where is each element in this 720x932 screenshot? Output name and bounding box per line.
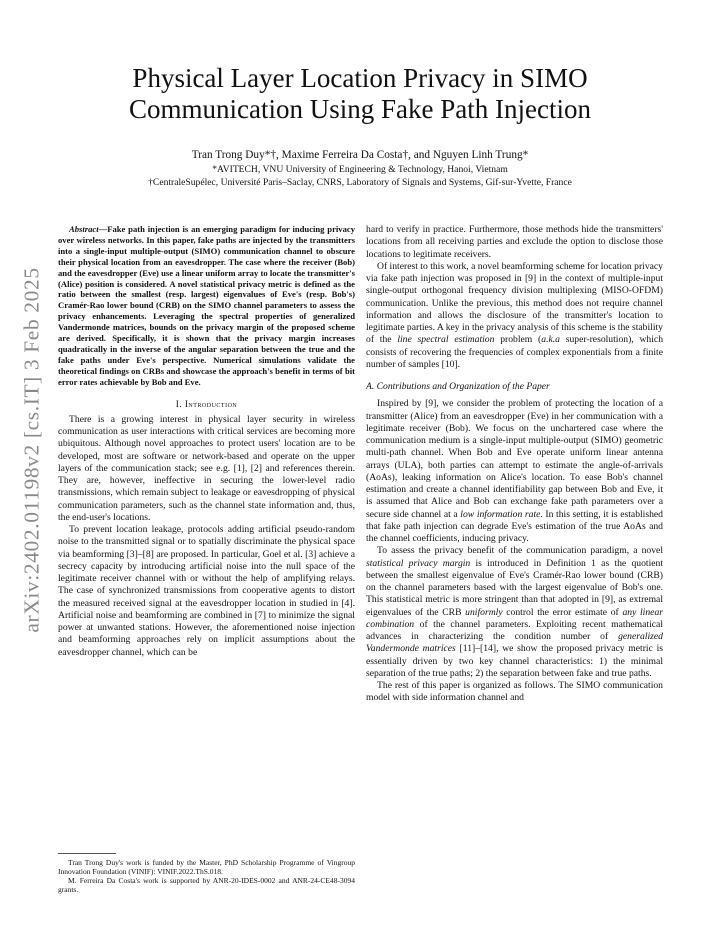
right-paragraph-2: Of interest to this work, a novel beamforming scheme for location privacy via fake path injection was proposed in [9] in the context of multiple-input single-output orthogonal frequency division multiplexing (MISO-OFDM) communication. Unlike the previous, this method does not require channel information and allows the disclosure of the transmitter's location to legitimate parties. A key in the privacy analysis of this scheme is the stability of the line spectral estimation problem (a.k.a super-resolution), which consists of recovering the frequencies of complex exponentials from a finite number of samples [10]. (366, 260, 664, 370)
right-paragraph-3: Inspired by [9], we consider the problem of protecting the location of a transmitter (Alice) from an eavesdropper (Eve) in her communication with a legitimate receiver (Bob). We focus on the unchartered case where the communication medium is a single-input multiple-output (SIMO) geometric multi-path channel. When Bob and Eve operate uniform linear antenna arrays (ULA), both parties can attempt to estimate the angle-of-arrivals (AoAs), leaking information on Alice's location. To ease Bob's channel estimation and create a channel identifiability gap between Bob and Eve, it is assumed that Alice and Bob can exchange fake path parameters over a secure side channel at a low information rate. In this setting, it is established that fake path injection can degrade Eve's estimation of the true AoAs and the channel coefficients, inducing privacy. (366, 398, 663, 544)
intro-paragraph-2: To prevent location leakage, protocols adding artificial pseudo-random noise to the transmitted signal or to spatially discriminate the physical space via beamforming [3]–[8] are proposed. In particular, Goel et al. [3] achieve a secrecy capacity by introducing artificial noise into the null space of the legitimate receiver channel with or without the help of amplifying relays. The case of synchronized transmissions from cooperative agents to distort the measured received signal at the eavesdropper location in studied in [4]. Artificial noise and beamforming are combined in [7] to minimize the signal power at unwanted stations. However, the aforementioned noise injection and beamforming approaches rely on implicit assumptions about the eavesdropper channel, which can be (58, 524, 355, 658)
intro-paragraph-1: There is a growing interest in physical layer security in wireless communication as user interactions with critical services are becoming more ubiquitous. Although novel approaches to protect users' location are to be developed, most are software or network-based and operate on the upper layers of the communication stack; see e.g. [1], [2] and references therein. They are, however, ineffective in securing the lower-level radio transmissions, which remain subject to leakage or eavesdropping of physical communication parameters, such as the channel state information and, thus, the end-user's locations. (58, 413, 355, 523)
paper-title (60, 63, 660, 125)
abstract-label: Abstract (69, 224, 99, 234)
emphasis-uniformly: uniformly (465, 606, 503, 618)
right-paragraph-5: The rest of this paper is organized as follows. The SIMO communication model with side information channel and (366, 680, 663, 704)
emphasis-privacy-margin: statistical privacy margin (366, 557, 471, 569)
author-list: Tran Trong Duy*†, Maxime Ferreira Da Costa†, and Nguyen Linh Trung* (191, 149, 529, 161)
emphasis-low-info-rate: low information rate (460, 508, 541, 520)
abstract-text: —Fake path injection is an emerging paradigm for inducing privacy over wireless networks. In this paper, fake paths are injected by the transmitters into a single-input multiple-output (SIMO) communication channel to obscure their physical location from an eavesdropper. The case where the receiver (Bob) and the eavesdropper (Eve) use a linear uniform array to locate the transmitter's (Alice) position is considered. A novel statistical privacy metric is defined as the ratio between the smallest (resp. largest) eigenvalues of Eve's (resp. Bob's) Cramér-Rao lower bound (CRB) on the SIMO channel parameters to assess the privacy enhancements. Leveraging the spectral properties of generalized Vandermonde matrices, bounds on the privacy margin of the proposed scheme are derived. Specifically, it is shown that the privacy margin increases quadratically in the inverse of the angular separation between the true and the fake paths under Eve's perspective. Numerical simulations validate the theoretical findings on CRBs and showcase the approach's benefit in terms of bit error rates achievable by Bob and Eve. (58, 224, 355, 387)
arxiv-identifier: arXiv:2402.01198v2 [cs.IT] 3 Feb 2025 (19, 267, 44, 633)
affiliation-avitech: *AVITECH, VNU University of Engineering & Technology, Hanoi, Vietnam (212, 164, 508, 175)
footnote-funding-1: Tran Trong Duy's work is funded by the Master, PhD Scholarship Programme of Vingroup Innovation Foundation (VINIF): VINIF.2022.ThS.018. (58, 858, 355, 876)
emphasis-linear-combination: any linear combination (366, 606, 663, 630)
left-column (58, 224, 355, 659)
abstract (58, 224, 355, 388)
footnote-funding-2: M. Ferreira Da Costa's work is supported by ANR-20-IDES-0002 and ANR-24-CE48-3094 grants. (58, 876, 355, 894)
affiliation-centralesupelec: †CentraleSupélec, Université Paris–Saclay, CNRS, Laboratory of Signals and Systems, Gif-sur-Yvette, France (148, 177, 572, 188)
right-paragraph-1: hard to verify in practice. Furthermore, those methods hide the transmitters' locations from all receiving parties and exclude the option to disclose those locations to legitimate receivers. (366, 224, 663, 260)
emphasis-aka: a.k.a (541, 334, 560, 346)
section-heading-introduction: I. Introduction (175, 398, 238, 409)
title-line-1: Physical Layer Location Privacy in SIMO (132, 63, 588, 93)
right-column (366, 224, 663, 705)
right-paragraph-4: To assess the privacy benefit of the communication paradigm, a novel statistical privacy margin is introduced in Definition 1 as the quotient between the smallest eigenvalue of Eve's Cramér-Rao lower bound (CRB) on the channel parameters based with the largest eigenvalue of Bob's one. This statistical metric is more stringent than that adopted in [9], as extremal eigenvalues of the CRB uniformly control the error estimate of any linear combination of the channel parameters. Exploiting recent mathematical advances in characterizing the condition number of generalized Vandermonde matrices [11]–[14], we show the proposed privacy metric is essentially driven by two key channel characteristics: 1) the minimal separation of the true paths; 2) the separation between fake and true paths. (366, 545, 664, 679)
footnotes (58, 853, 355, 894)
title-line-2: Communication Using Fake Path Injection (129, 94, 591, 124)
footnote-rule (58, 853, 116, 854)
subsection-heading-contributions: A. Contributions and Organization of the Paper (366, 381, 550, 392)
arxiv-watermark (12, 250, 52, 650)
emphasis-vandermonde: generalized Vandermonde matrices (366, 631, 663, 655)
emphasis-line-spectral: line spectral estimation (397, 334, 495, 346)
